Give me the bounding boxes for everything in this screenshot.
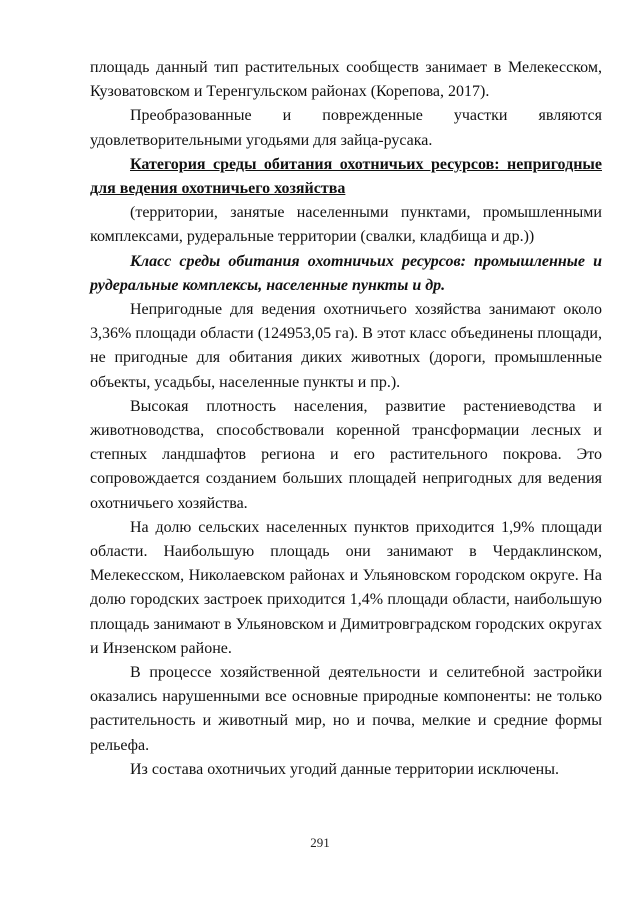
paragraph-population-density: Высокая плотность населения, развитие растениеводства и животноводства, способствовали коренной трансформации лесных и степных ландшафтов региона и его растительного покрова. Это сопровождается созданием больших площадей непригодных для ведения охотничьего хозяйства. — [90, 397, 602, 512]
paragraph-continuation: площадь данный тип растительных сообществ занимает в Мелекесском, Кузоватовском и Теренгульском районах (Корепова, 2017). — [90, 59, 602, 101]
paragraph-excluded: Из состава охотничьих угодий данные территории исключены. — [130, 760, 559, 778]
class-heading: Класс среды обитания охотничьих ресурсов: промышленные и рудеральные комплексы, населенные пункты и др. — [90, 252, 602, 294]
paragraph-economic-activity: В процессе хозяйственной деятельности и селитебной застройки оказались нарушенными все основные природные компоненты: не только растительность и животный мир, но и почва, мелкие и средние формы рельефа. — [90, 664, 602, 754]
paragraph-unsuitable-lands: Непригодные для ведения охотничьего хозяйства занимают около 3,36% площади области (124953,05 га). В этот класс объединены площади, не пригодные для обитания диких животных (дороги, промышленные объекты, усадьбы, населенные пункты и пр.). — [90, 301, 602, 391]
paragraph-transformed-areas: Преобразованные и поврежденные участки являются удовлетворительными угодьями для зайца-русака. — [90, 107, 602, 149]
paragraph-territories: (территории, занятые населенными пунктами, промышленными комплексами, рудеральные территории (свалки, кладбища и др.)) — [90, 204, 602, 246]
category-heading: Категория среды обитания охотничьих ресурсов: непригодные для ведения охотничьего хозяйства — [90, 155, 602, 198]
paragraph-settlements: На долю сельских населенных пунктов приходится 1,9% площади области. Наибольшую площадь они занимают в Чердаклинском, Мелекесском, Николаевском районах и Ульяновском городском округе. На долю городских застроек приходится 1,4% площади области, наибольшую площадь занимают в Ульяновском и Димитровградском городских округах и Инзенском районе. — [90, 518, 602, 657]
page-body — [90, 56, 602, 782]
page-number: 291 — [310, 835, 330, 850]
